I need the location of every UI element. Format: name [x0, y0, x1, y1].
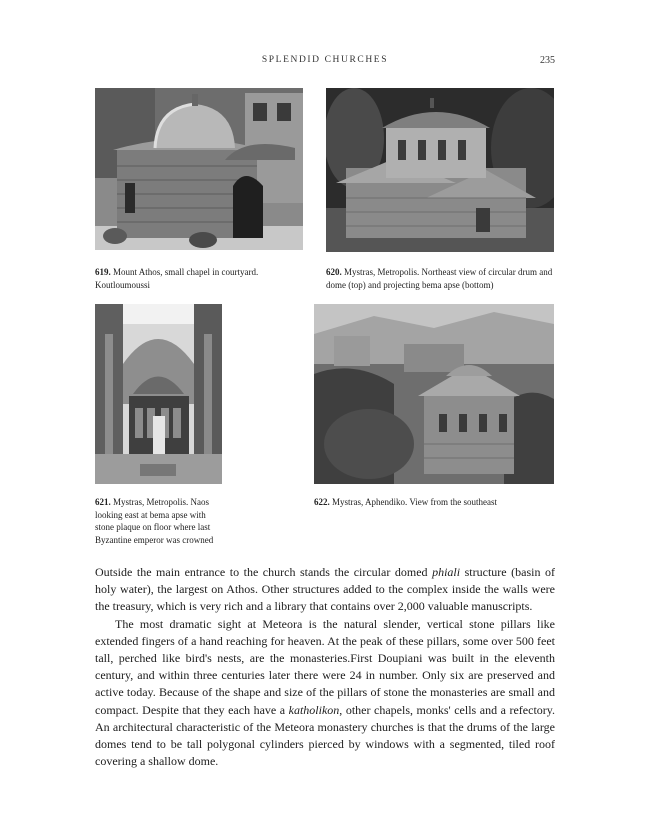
figure-number: 620.: [326, 267, 342, 277]
caption-line: Mount Athos, small chapel in courtyard.: [113, 267, 259, 277]
figure-number: 622.: [314, 497, 330, 507]
caption-621: [95, 496, 235, 546]
photo-620-metropolis-exterior: [326, 88, 554, 252]
photo-621-naos-interior: [95, 304, 222, 484]
body-text: [95, 564, 555, 770]
page-number: 235: [540, 55, 555, 66]
italic-term-katholikon: katholikon: [288, 702, 340, 717]
photo-619-chapel: [95, 88, 303, 250]
paragraph-text: structure (basin of holy water), the largest on Athos. Other structures added to the complex inside the walls were the treasury, which is very rich and a library that contains over 2,000 valuable manuscripts.: [95, 565, 555, 614]
paragraph-1: [95, 564, 555, 616]
figure-number: 621.: [95, 497, 111, 507]
paragraph-text: The most dramatic sight at Meteora is the natural slender, vertical stone pillars like extended fingers of a hand reaching for heaven. At the peak of these pillars, some over 500 feet tall, perched like bird's nests, are the monasteries.First Doupiani was built in the eleventh century, and within three centuries later there were 24 in number. Only six are preserved and active today. Because of the shape and size of the pillars of stone the monasteries are small and compact. Despite that they each have a: [95, 616, 555, 717]
caption-line: looking east at bema apse with: [95, 509, 206, 520]
caption-line: Mystras, Aphendiko. View from the southeast: [332, 497, 498, 507]
photo-622-aphendiko: [314, 304, 554, 484]
caption-line: Koutloumoussi: [95, 279, 151, 290]
paragraph-text: Outside the main entrance to the church stands the circular domed: [95, 565, 433, 579]
italic-term-phiali: phiali: [432, 565, 461, 579]
paragraph-2: [95, 616, 555, 771]
caption-line: stone plaque on floor where last: [95, 522, 211, 532]
caption-line: Byzantine emperor was crowned: [95, 534, 214, 545]
caption-line: Mystras, Metropolis. Naos: [113, 497, 209, 507]
paragraph-text: , other chapels, monks' cells and a refectory. An architectural characteristic of the Meteora monastery churches is that the drums of the large domes tend to be tall polygonal cylinders pierced by windows with a segmented, tiled roof covering a shallow dome.: [95, 702, 555, 769]
figure-number: 619.: [95, 267, 111, 277]
running-title: SPLENDID CHURCHES: [261, 55, 389, 65]
caption-622: [314, 496, 554, 509]
caption-619: [95, 266, 305, 291]
running-head: [0, 55, 650, 69]
caption-line: Mystras, Metropolis. Northeast view of circular drum and: [344, 267, 553, 277]
caption-line: dome (top) and projecting bema apse (bottom): [326, 279, 494, 290]
caption-620: [326, 266, 558, 291]
